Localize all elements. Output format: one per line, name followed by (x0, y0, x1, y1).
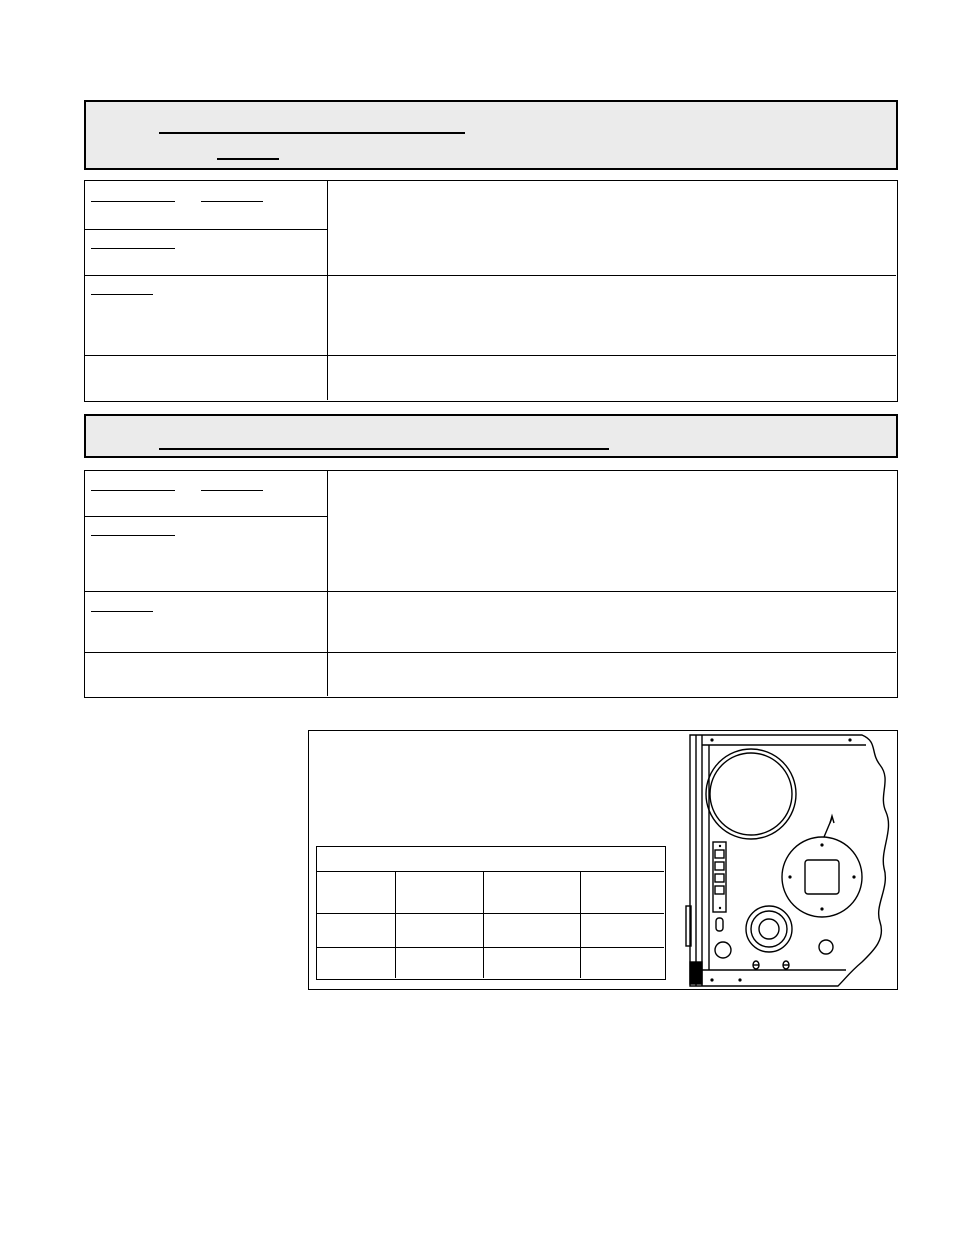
label-underline (91, 201, 175, 202)
section-2-title-underline (159, 448, 609, 450)
table-col-divider (483, 871, 484, 978)
table-row-divider (317, 913, 664, 914)
label-underline (91, 535, 175, 536)
section-1-table (84, 180, 898, 402)
section-1-header (84, 100, 898, 170)
section-2-column-divider (327, 471, 328, 696)
section-1-subtitle-underline (217, 158, 279, 160)
table-row-divider (317, 947, 664, 948)
section-1-title-underline (159, 132, 465, 134)
section-1-sub-divider (85, 229, 327, 230)
label-underline (91, 490, 175, 491)
label-underline (201, 490, 263, 491)
table-row-divider (317, 871, 664, 872)
section-1-column-divider (327, 181, 328, 400)
section-2-sub-divider (85, 516, 327, 517)
table-col-divider (580, 871, 581, 978)
section-1-row-divider (85, 275, 896, 276)
label-underline (91, 294, 153, 295)
label-underline (91, 248, 175, 249)
section-2-row-divider (85, 652, 896, 653)
section-2-header (84, 414, 898, 458)
section-2-table (84, 470, 898, 698)
section-1-row-divider (85, 355, 896, 356)
label-underline (201, 201, 263, 202)
label-underline (91, 611, 153, 612)
section-2-row-divider (85, 591, 896, 592)
table-col-divider (395, 871, 396, 978)
dimension-table (316, 846, 666, 980)
